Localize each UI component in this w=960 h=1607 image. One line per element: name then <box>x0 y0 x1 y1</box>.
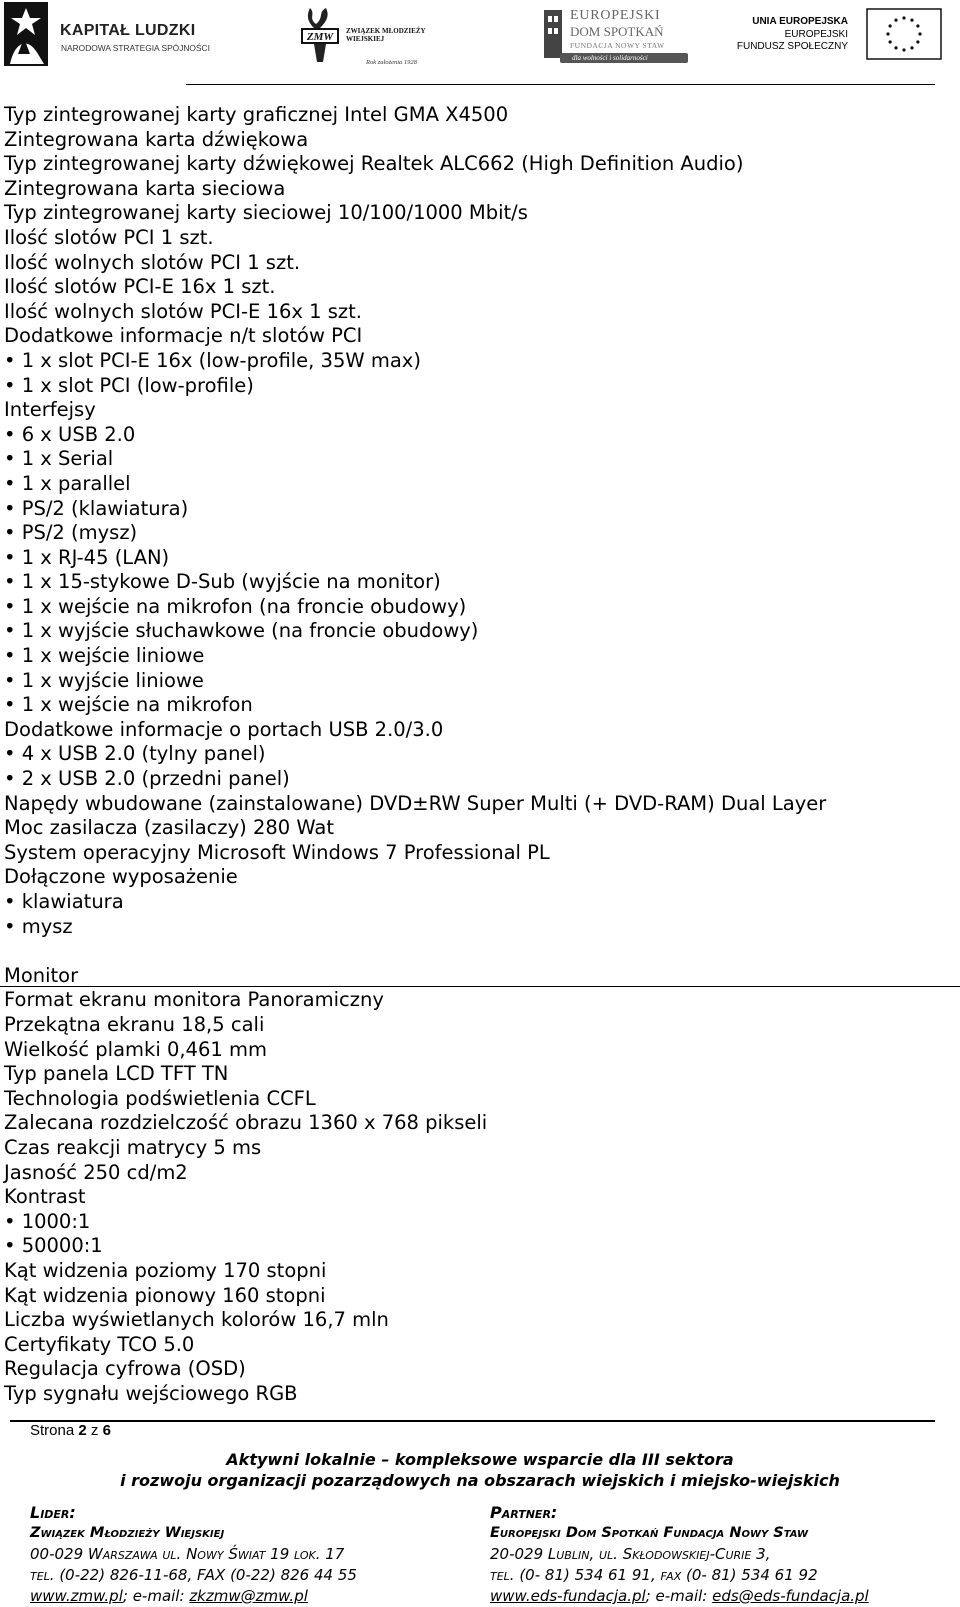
leader-phone: tel. (0-22) 826-11-68, FAX (0-22) 826 44 55 <box>30 1566 357 1584</box>
zmw-letters <box>305 30 335 42</box>
eds-line3: FUNDACJA NOWY STAW <box>570 41 665 50</box>
footer-rule <box>10 1420 935 1422</box>
eds-logo <box>540 2 690 68</box>
partner-email-link[interactable]: eds@eds-fundacja.pl <box>712 1587 869 1605</box>
zmw-name: ZWIĄZEK MŁODZIEŻY WIEJSKIEJ <box>346 27 426 43</box>
spec-line: Typ zintegrowanej karty graficznej Intel GMA X4500 <box>4 103 509 126</box>
leader-email-prefix: ; e-mail: <box>122 1587 190 1605</box>
partner-www-link[interactable]: www.eds-fundacja.pl <box>490 1587 646 1605</box>
spec-line: • 6 x USB 2.0 <box>4 422 136 446</box>
spec-line: Ilość wolnych slotów PCI 1 szt. <box>4 250 301 274</box>
spec-line: Ilość wolnych slotów PCI-E 16x 1 szt. <box>4 299 362 323</box>
footer-partner <box>490 1502 869 1607</box>
spec-line: • 1 x slot PCI-E 16x (low-profile, 35W max) <box>4 348 421 372</box>
eu-star-icon <box>894 46 897 49</box>
section-title-text: Monitor <box>4 963 79 987</box>
spec-line: Dodatkowe informacje n/t slotów PCI <box>4 324 363 348</box>
monitor-spec-line: Jasność 250 cd/m2 <box>4 1160 188 1184</box>
page-sep: z <box>90 1422 99 1439</box>
eds-line2: DOM SPOTKAŃ <box>570 24 664 39</box>
kapital-ludzki-emblem-icon <box>4 2 54 66</box>
page-total: 6 <box>102 1422 111 1439</box>
spec-line: • 1 x slot PCI (low-profile) <box>4 373 254 397</box>
eu-star-icon <box>916 40 919 43</box>
spec-line: • 1 x RJ-45 (LAN) <box>4 545 170 569</box>
spec-line: Zintegrowana karta dźwiękowa <box>4 127 309 151</box>
spec-line: Napędy wbudowane (zainstalowane) DVD±RW Super Multi (+ DVD-RAM) Dual Layer <box>4 791 827 815</box>
monitor-spec-line: • 50000:1 <box>4 1234 103 1258</box>
partner-org: Europejski Dom Spotkań Fundacja Nowy Staw <box>490 1525 809 1541</box>
kapital-ludzki-subtitle: NARODOWA STRATEGIA SPÓJNOŚCI <box>61 43 210 53</box>
leader-label: Lider: <box>30 1503 76 1522</box>
spec-line: • 1 x wejście liniowe <box>4 644 205 668</box>
leader-www-link[interactable]: www.zmw.pl <box>30 1587 123 1605</box>
eu-line3: FUNDUSZ SPOŁECZNY <box>736 41 848 52</box>
eu-star-icon <box>886 32 889 35</box>
monitor-spec-line: Wielkość plamki 0,461 mm <box>4 1037 267 1061</box>
partner-contact <box>490 1586 869 1607</box>
monitor-spec-list <box>4 988 940 1406</box>
spec-line: Zintegrowana karta sieciowa <box>4 176 286 200</box>
monitor-spec-line: Liczba wyświetlanych kolorów 16,7 mln <box>4 1308 389 1332</box>
footer-leader <box>30 1502 357 1607</box>
spec-line: • 1 x wyjście słuchawkowe (na froncie obudowy) <box>4 619 479 643</box>
spec-line: Interfejsy <box>4 398 96 422</box>
spec-line: • 1 x 15-stykowe D-Sub (wyjście na monitor) <box>4 570 441 594</box>
monitor-spec-line: Technologia podświetlenia CCFL <box>4 1086 316 1110</box>
motto-line2: i rozwoju organizacji pozarządowych na obszarach wiejskich i miejsko-wiejskich <box>120 1471 840 1490</box>
partner-email-prefix: ; e-mail: <box>645 1587 713 1605</box>
leader-address: 00-029 Warszawa ul. Nowy Świat 19 lok. 17 <box>30 1545 345 1563</box>
spec-line: • 1 x wyjście liniowe <box>4 668 204 692</box>
section-title-monitor <box>4 964 940 989</box>
leader-contact <box>30 1586 357 1607</box>
motto-line1: Aktywni lokalnie – kompleksowe wsparcie dla III sektora <box>226 1450 734 1469</box>
spec-line: • 1 x Serial <box>4 447 114 471</box>
spec-line: Ilość slotów PCI-E 16x 1 szt. <box>4 275 276 299</box>
monitor-spec-line: Regulacja cyfrowa (OSD) <box>4 1357 246 1381</box>
footer-motto <box>0 1449 960 1491</box>
spec-line: • PS/2 (klawiatura) <box>4 496 189 520</box>
zmw-logo <box>296 2 456 68</box>
section-underline <box>0 986 960 987</box>
eu-star-icon <box>894 19 897 22</box>
eu-logo <box>736 2 960 68</box>
monitor-spec-line: Kontrast <box>4 1185 86 1209</box>
eu-star-icon <box>918 32 921 35</box>
spec-line: Moc zasilacza (zasilaczy) 280 Wat <box>4 816 334 840</box>
spec-line: • 1 x parallel <box>4 471 131 495</box>
computer-spec-list <box>4 103 940 939</box>
eu-star-icon <box>902 16 905 19</box>
spec-line: System operacyjny Microsoft Windows 7 Professional PL <box>4 840 550 864</box>
partner-address: 20-029 Lublin, ul. Skłodowskiej-Curie 3, <box>490 1545 771 1563</box>
monitor-spec-line: Typ panela LCD TFT TN <box>4 1062 229 1086</box>
spec-line: • 1 x wejście na mikrofon (na froncie obudowy) <box>4 594 467 618</box>
monitor-spec-line: Format ekranu monitora Panoramiczny <box>4 988 384 1012</box>
page-number <box>30 1422 111 1439</box>
monitor-spec-line: Przekątna ekranu 18,5 cali <box>4 1012 265 1036</box>
partner-phone: tel. (0- 81) 534 61 91, fax (0- 81) 534 61 92 <box>490 1566 818 1584</box>
spec-line: • 2 x USB 2.0 (przedni panel) <box>4 767 290 791</box>
eds-line4: dla wolności i solidarności <box>572 54 648 62</box>
spec-line: Dodatkowe informacje o portach USB 2.0/3.0 <box>4 717 444 741</box>
spec-line: Typ zintegrowanej karty sieciowej 10/100/1000 Mbit/s <box>4 201 528 225</box>
spacer <box>4 939 940 964</box>
monitor-spec-line: Typ sygnału wejściowego RGB <box>4 1381 298 1405</box>
kapital-ludzki-title: KAPITAŁ LUDZKI <box>60 22 196 39</box>
eu-flag-icon <box>866 8 942 60</box>
eu-star-icon <box>902 48 905 51</box>
header-logos <box>0 0 960 82</box>
page-prefix: Strona <box>30 1422 75 1439</box>
eu-star-icon <box>889 40 892 43</box>
eu-star-icon <box>916 24 919 27</box>
eds-line1: EUROPEJSKI <box>570 8 661 23</box>
spec-line: Dołączone wyposażenie <box>4 865 238 889</box>
leader-org: Związek Młodzieży Wiejskiej <box>30 1525 225 1541</box>
eu-line1: UNIA EUROPEJSKA <box>752 16 848 27</box>
spec-line: • 4 x USB 2.0 (tylny panel) <box>4 742 266 766</box>
monitor-spec-line: Kąt widzenia poziomy 170 stopni <box>4 1258 327 1282</box>
header-rule <box>186 84 935 85</box>
eu-star-icon <box>910 46 913 49</box>
monitor-spec-line: Zalecana rozdzielczość obrazu 1360 x 768 pikseli <box>4 1111 488 1135</box>
monitor-spec-line: Certyfikaty TCO 5.0 <box>4 1332 195 1356</box>
partner-label: Partner: <box>490 1503 558 1522</box>
spec-line: • mysz <box>4 914 73 938</box>
monitor-spec-line: Czas reakcji matrycy 5 ms <box>4 1135 262 1159</box>
monitor-spec-line: Kąt widzenia pionowy 160 stopni <box>4 1283 326 1307</box>
spec-line: Typ zintegrowanej karty dźwiękowej Realtek ALC662 (High Definition Audio) <box>4 152 744 176</box>
kapital-ludzki-logo <box>4 2 214 68</box>
monitor-spec-line: • 1000:1 <box>4 1209 91 1233</box>
spec-line: Ilość slotów PCI 1 szt. <box>4 225 214 249</box>
spec-line: • klawiatura <box>4 890 124 913</box>
zmw-letters-text: ZMW <box>306 31 334 42</box>
leader-email-link[interactable]: zkzmw@zmw.pl <box>189 1587 308 1605</box>
spec-line: • 1 x wejście na mikrofon <box>4 693 253 717</box>
eu-line2: EUROPEJSKI <box>784 29 848 40</box>
zmw-founding-year: Rok założenia 1928 <box>366 59 417 66</box>
spec-content <box>4 103 940 1406</box>
eu-star-icon <box>889 24 892 27</box>
eu-star-icon <box>910 19 913 22</box>
page-current: 2 <box>78 1422 87 1439</box>
spec-line: • PS/2 (mysz) <box>4 521 138 545</box>
